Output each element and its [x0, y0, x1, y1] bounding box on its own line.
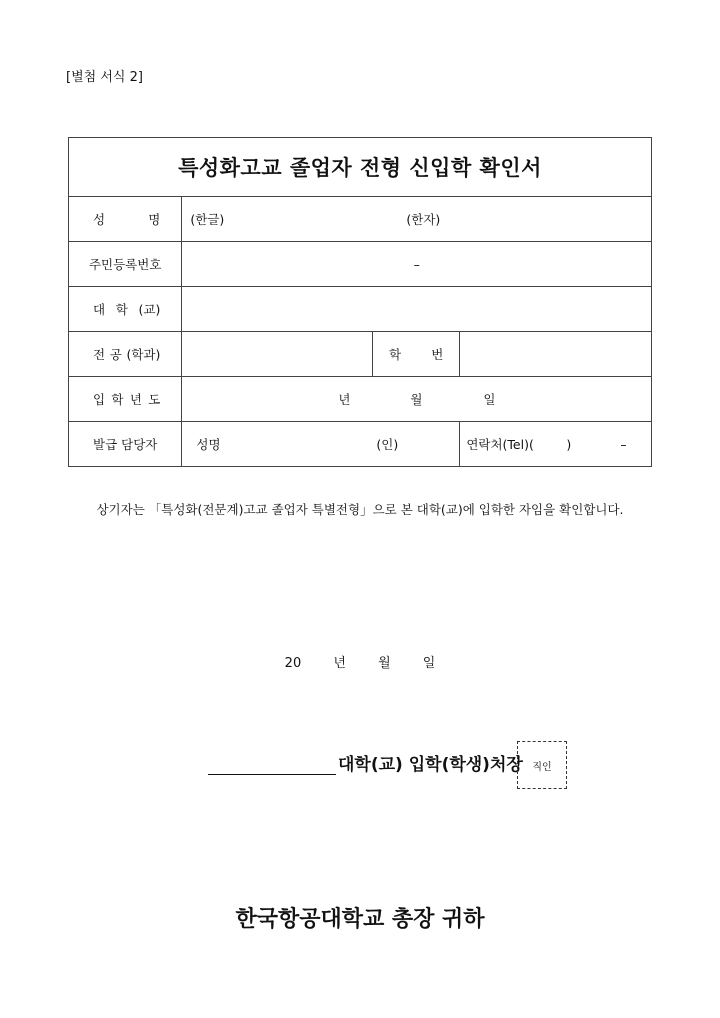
date-century: 20: [284, 656, 302, 671]
year-label: 입 학 년 도: [69, 377, 182, 422]
name-row: [69, 197, 652, 242]
issue-date: [0, 652, 720, 671]
major-label: 전 공 (학과): [69, 332, 182, 377]
contact-close: ): [566, 436, 572, 452]
signature-line: [208, 750, 523, 775]
confirmation-statement: 상기자는 「특성화(전문계)고교 졸업자 특별전형」으로 본 대학(교)에 입학한 자임을 확인합니다.: [96, 502, 624, 517]
confirmation-form-table: [68, 137, 652, 467]
major-field[interactable]: [182, 332, 373, 377]
issuer-name-label: 성명: [196, 437, 221, 452]
signature-blank[interactable]: [208, 754, 336, 775]
hanja-name-label: (한자): [406, 212, 441, 227]
rrn-row: [69, 242, 652, 287]
day-unit: 일: [483, 392, 496, 407]
year-field[interactable]: [182, 377, 652, 422]
student-id-label: 학 번: [373, 332, 460, 377]
rrn-field[interactable]: [182, 242, 652, 287]
month-unit: 월: [410, 392, 423, 407]
contact-label: 연락처(Tel)(: [466, 437, 534, 452]
issuer-name-field[interactable]: [182, 422, 460, 467]
university-label: 대 학 (교): [69, 287, 182, 332]
rrn-dash: –: [413, 256, 420, 272]
issuer-seal-label: (인): [376, 437, 399, 452]
form-code: [별첨 서식 2]: [66, 70, 143, 85]
university-row: [69, 287, 652, 332]
contact-dash: –: [620, 436, 627, 452]
date-day: 일: [422, 656, 436, 671]
signatory-title: 대학(교) 입학(학생)처장: [338, 755, 523, 775]
seal-label: 직인: [532, 761, 552, 773]
major-row: [69, 332, 652, 377]
date-year: 년: [333, 656, 346, 671]
university-field[interactable]: [182, 287, 652, 332]
name-label: 성 명: [69, 197, 182, 242]
issuer-row: [69, 422, 652, 467]
year-row: [69, 377, 652, 422]
form-title: 특성화고교 졸업자 전형 신입학 확인서: [69, 138, 652, 197]
student-id-field[interactable]: [460, 332, 652, 377]
date-month: 월: [378, 656, 391, 671]
korean-name-label: (한글): [190, 212, 225, 227]
rrn-label: 주민등록번호: [69, 242, 182, 287]
name-field[interactable]: [182, 197, 652, 242]
year-unit: 년: [338, 392, 351, 407]
issuer-contact-field[interactable]: [460, 422, 652, 467]
addressee: 한국항공대학교 총장 귀하: [235, 907, 485, 932]
issuer-label: 발급 담당자: [69, 422, 182, 467]
official-seal-box: [517, 741, 567, 789]
